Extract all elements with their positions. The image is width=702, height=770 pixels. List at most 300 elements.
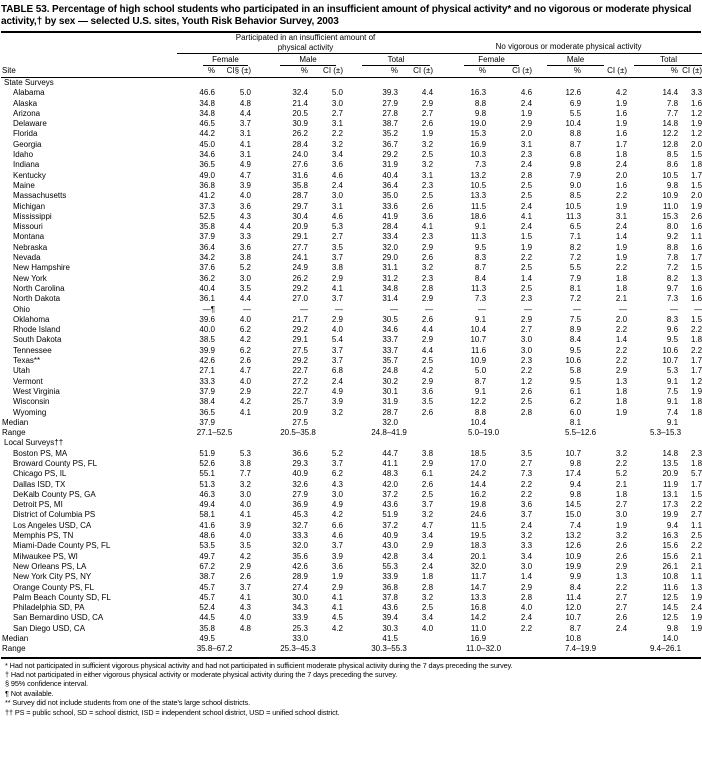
site-column-header: Site: [1, 66, 177, 78]
ci-cell: 4.0: [239, 314, 251, 324]
ci-cell: 3.7: [331, 253, 343, 263]
ci-cell: 2.6: [520, 386, 533, 396]
table-row: [1, 140, 702, 150]
ci-cell: 4.3: [331, 479, 343, 489]
pct-cell: 43.6: [382, 603, 398, 613]
pct-cell: 12.0: [565, 603, 582, 613]
range-value: 30.3–55.3: [371, 644, 407, 654]
ci-cell: 2.8: [520, 407, 533, 417]
ci-cell: 1.2: [690, 108, 702, 118]
ci-cell: 2.1: [690, 561, 702, 571]
ci-cell: 4.9: [331, 386, 343, 396]
ci-cell: 3.1: [615, 211, 628, 221]
pct-cell: 8.2: [569, 242, 582, 252]
ci-cell: 2.4: [520, 613, 533, 623]
ci-cell: 2.0: [690, 191, 702, 201]
ci-cell: 4.1: [331, 283, 343, 293]
pct-cell: 9.5: [569, 376, 582, 386]
ci-cell: 3.0: [331, 98, 343, 108]
pct-cell: 8.3: [474, 253, 487, 263]
ci-cell: 1.9: [615, 407, 628, 417]
ci-cell: 1.8: [615, 386, 628, 396]
subgroup-header-row: [1, 54, 702, 67]
group1-total-header: Total: [344, 54, 434, 67]
pct-cell: 30.3: [382, 623, 398, 633]
table-row: [1, 490, 702, 500]
ci-cell: 5.4: [331, 335, 343, 345]
pct-cell: 43.6: [382, 500, 398, 510]
table-row: [1, 181, 702, 191]
site-cell: Chicago PS, IL: [13, 469, 67, 479]
ci-cell: 1.4: [520, 273, 533, 283]
column-header-row: [1, 66, 702, 78]
pct-cell: 10.4: [565, 119, 582, 129]
pct-cell: 17.3: [662, 500, 679, 510]
pct-cell: 27.4: [292, 582, 308, 592]
site-cell: Massachusetts: [13, 191, 67, 201]
group2-male-header: Male: [533, 54, 628, 67]
ci-cell: 2.5: [520, 191, 533, 201]
pct-cell: 9.8: [666, 180, 679, 190]
pct-cell: 10.8: [662, 572, 679, 582]
pct-cell: 9.1: [474, 222, 487, 232]
ci-cell: 4.9: [331, 500, 343, 510]
ci-cell: 2.3: [520, 294, 533, 304]
ci-cell: 3.6: [421, 386, 434, 396]
pct-cell: 9.7: [666, 283, 679, 293]
pct-cell: 42.6: [292, 561, 308, 571]
ci-cell: 2.6: [615, 613, 628, 623]
table-row: [1, 99, 702, 109]
ci-cell: 5.0: [239, 88, 251, 98]
ci-cell: 2.3: [690, 448, 702, 458]
ci-cell: 4.1: [239, 592, 251, 602]
pct-cell: 39.9: [199, 345, 215, 355]
ci-cell: 2.6: [615, 541, 628, 551]
site-cell: Dallas ISD, TX: [13, 479, 66, 489]
pct-cell: 25.7: [292, 397, 308, 407]
ci-cell: 2.9: [520, 314, 533, 324]
ci-cell: 1.7: [690, 253, 702, 263]
pct-cell: 35.2: [382, 129, 398, 139]
ci-cell: 2.0: [520, 129, 533, 139]
site-cell: Orange County PS, FL: [13, 582, 94, 592]
ci-cell: 2.4: [520, 520, 533, 530]
ci-cell: 3.5: [239, 541, 251, 551]
ci-cell: 1.8: [615, 397, 628, 407]
pct-cell: 9.8: [666, 623, 679, 633]
pct-cell: 8.8: [474, 407, 487, 417]
table-row: [1, 613, 702, 623]
pct-cell: 41.2: [199, 191, 215, 201]
pct-cell: 31.4: [382, 294, 398, 304]
pct-cell: 17.4: [565, 469, 582, 479]
table-row: [1, 88, 702, 98]
ci-cell: 4.3: [239, 603, 251, 613]
pct-cell: 35.8: [199, 222, 215, 232]
ci-cell: 1.4: [615, 232, 628, 242]
median-value: 49.5: [199, 634, 215, 644]
site-cell: Detroit PS, MI: [13, 500, 63, 510]
ci-cell: 3.2: [421, 510, 434, 520]
median-value: 10.4: [470, 417, 487, 427]
pct-cell: 30.1: [382, 386, 398, 396]
ci-cell: 2.9: [421, 294, 434, 304]
ci-cell: 1.8: [690, 458, 702, 468]
pct-cell: 35.7: [382, 356, 398, 366]
pct-cell: 36.6: [292, 448, 308, 458]
pct-cell: 40.9: [382, 531, 398, 541]
group1-male-header: Male: [252, 54, 344, 67]
pct-cell: 37.3: [199, 201, 215, 211]
site-cell: Alabama: [13, 88, 45, 98]
ci-cell: 1.8: [615, 150, 628, 160]
range-value: 20.5–35.8: [280, 428, 316, 438]
ci-cell: 5.2: [239, 263, 251, 273]
site-cell: North Carolina: [13, 283, 65, 293]
pct-cell: 5.0: [474, 366, 487, 376]
ci-cell: 1.5: [690, 489, 702, 499]
site-cell: Delaware: [13, 119, 47, 129]
pct-cell: 8.5: [666, 150, 679, 160]
table-row: [1, 129, 702, 139]
ci-cell: 1.2: [690, 129, 702, 139]
pct-cell: 21.7: [292, 314, 308, 324]
pct-cell: 34.8: [199, 98, 215, 108]
footnote: ** Survey did not include students from one of the state's large school districts.: [5, 698, 251, 708]
pct-cell: 13.2: [565, 531, 582, 541]
ci-cell: 4.7: [239, 170, 251, 180]
median-row: [1, 634, 702, 644]
ci-cell: 2.6: [421, 253, 434, 263]
pct-cell: 9.8: [569, 458, 582, 468]
ci-cell: 1.8: [690, 407, 702, 417]
site-cell: Idaho: [13, 150, 34, 160]
table-row: [1, 541, 702, 551]
pct-cell: 45.7: [199, 582, 215, 592]
pct-cell: 36.7: [382, 139, 398, 149]
ci-cell: 3.7: [421, 500, 434, 510]
section-header-row: [1, 78, 702, 89]
pct-cell: 37.2: [382, 520, 398, 530]
pct-cell: 27.7: [292, 242, 308, 252]
group1-header: Participated in an insufficient amount of physical activity: [177, 33, 434, 54]
ci-cell: 2.5: [520, 397, 533, 407]
pct-cell: 12.8: [662, 139, 679, 149]
ci-cell: 2.3: [520, 150, 533, 160]
pct-cell: 37.2: [382, 489, 398, 499]
ci-cell: 2.5: [690, 531, 702, 541]
table-row: [1, 274, 702, 284]
footnote: †† PS = public school, SD = school district, ISD = independent school district, USD = unified school district.: [5, 707, 340, 717]
ci-cell: 3.2: [331, 407, 343, 417]
ci-cell: 2.3: [520, 356, 533, 366]
pct-cell: 5.5: [569, 263, 582, 273]
pct-cell: 22.7: [292, 386, 308, 396]
pct-cell: 33.3: [199, 376, 215, 386]
ci-cell: 2.3: [421, 232, 434, 242]
ci-cell: 2.5: [421, 489, 434, 499]
pct-cell: 33.7: [382, 335, 398, 345]
pct-cell: 8.6: [666, 160, 679, 170]
ci-cell: 2.9: [615, 561, 628, 571]
pct-cell: —: [390, 304, 398, 314]
ci-cell: 4.2: [239, 335, 251, 345]
ci-cell: 1.6: [690, 222, 702, 232]
pct-cell: 8.0: [666, 222, 679, 232]
ci-cell: 1.7: [690, 479, 702, 489]
table-row: [1, 366, 702, 376]
pct-cell: 24.8: [382, 366, 398, 376]
table-row: [1, 191, 702, 201]
pct-cell: 11.5: [471, 520, 487, 530]
ci-cell: 4.3: [239, 211, 251, 221]
ci-cell: 2.9: [239, 386, 251, 396]
ci-cell: 3.3: [520, 541, 533, 551]
pct-cell: 37.9: [199, 232, 215, 242]
pct-cell: 7.4: [569, 520, 582, 530]
ci-cell: 3.2: [421, 139, 434, 149]
ci-cell: 1.9: [690, 386, 702, 396]
pct-cell: 36.4: [199, 242, 215, 252]
pct-cell: 10.5: [470, 180, 487, 190]
pct-cell: 51.9: [199, 448, 215, 458]
range-value: 9.4–26.1: [649, 644, 682, 654]
ci-cell: 4.0: [239, 376, 251, 386]
pct-cell: 27.8: [382, 108, 398, 118]
pct-cell: 10.9: [470, 356, 487, 366]
pct-cell: 45.7: [199, 592, 215, 602]
ci-cell: 4.7: [239, 366, 251, 376]
ci-cell: 3.5: [331, 242, 343, 252]
ci-cell: 3.2: [615, 448, 628, 458]
pct-cell: 27.9: [382, 98, 398, 108]
table-row: [1, 119, 702, 129]
pct-cell: 32.0: [382, 242, 398, 252]
ci-cell: 3.8: [239, 458, 251, 468]
ci-cell: 1.9: [331, 572, 343, 582]
pct-cell: 7.3: [666, 294, 679, 304]
pct-cell: —: [573, 304, 582, 314]
ci-cell: 5.0: [331, 88, 343, 98]
ci-cell: 1.9: [421, 129, 434, 139]
pct-cell: 11.6: [663, 582, 679, 592]
median-value: 9.1: [666, 417, 679, 427]
table-row: [1, 243, 702, 253]
ci-cell: 2.6: [615, 551, 628, 561]
cell: [486, 418, 533, 428]
pct-cell: 14.5: [565, 500, 582, 510]
ci-cell: 2.9: [520, 119, 533, 129]
ci-cell: 2.4: [421, 561, 434, 571]
pct-cell: 36.4: [382, 180, 398, 190]
ci-cell: 3.4: [421, 551, 434, 561]
site-cell: Nevada: [13, 253, 41, 263]
ci-cell: 1.5: [690, 180, 702, 190]
median-value: 37.9: [199, 417, 215, 427]
ci-cell: 1.3: [615, 376, 628, 386]
pct-cell: 7.3: [474, 294, 487, 304]
pct-cell: 10.7: [565, 448, 582, 458]
ci-cell: 1.9: [520, 242, 533, 252]
ci-cell: 3.7: [331, 294, 343, 304]
median-value: 10.8: [565, 634, 582, 644]
site-cell: Nebraska: [13, 242, 48, 252]
ci-cell: 3.0: [331, 489, 343, 499]
pct-cell: 31.9: [382, 397, 398, 407]
ci-cell: 1.8: [690, 397, 702, 407]
pct-cell: 29.2: [292, 283, 308, 293]
ci-cell: 2.6: [421, 314, 434, 324]
pct-cell: 33.7: [382, 345, 398, 355]
range-row: [1, 644, 702, 654]
pct-cell: 11.9: [663, 479, 679, 489]
pct-cell: 5.8: [569, 366, 582, 376]
pct-cell: 34.6: [199, 150, 215, 160]
pct-cell: 27.9: [292, 489, 308, 499]
pct-cell: 5.5: [569, 108, 582, 118]
range-value: 5.5–12.6: [564, 428, 597, 438]
ci-cell: 2.2: [615, 582, 628, 592]
ci-cell: 2.2: [331, 129, 343, 139]
pct-cell: 12.5: [662, 613, 679, 623]
median-value: 14.0: [662, 634, 679, 644]
table-row: [1, 480, 702, 490]
section-label: State Surveys: [4, 78, 54, 87]
ci-cell: 3.1: [421, 170, 434, 180]
table-row: [1, 171, 702, 181]
site-cell: Philadelphia SD, PA: [13, 603, 85, 613]
ci-cell: 2.8: [421, 283, 434, 293]
pct-cell: 8.7: [569, 623, 582, 633]
pct-cell: 34.8: [382, 283, 398, 293]
range-label: Range: [2, 644, 26, 654]
footnote: * Had not participated in sufficient vigorous physical activity and had not participated in sufficient moderate physical activity during the 7 days preceding the survey.: [5, 660, 513, 670]
ci-cell: —: [335, 304, 343, 314]
pct-cell: 10.9: [565, 551, 582, 561]
pct-cell: 51.3: [199, 479, 215, 489]
ci-cell: 2.1: [615, 294, 628, 304]
ci-header: CI (±): [308, 66, 344, 78]
ci-cell: 2.2: [615, 458, 628, 468]
pct-cell: 8.7: [474, 376, 487, 386]
pct-header: %: [533, 66, 581, 78]
ci-cell: 6.8: [331, 366, 343, 376]
ci-cell: 2.4: [520, 160, 533, 170]
ci-cell: 3.6: [239, 242, 251, 252]
pct-cell: 26.2: [292, 273, 308, 283]
ci-cell: 2.3: [421, 273, 434, 283]
pct-cell: 16.2: [470, 489, 487, 499]
table-row: [1, 232, 702, 242]
ci-cell: 1.3: [690, 582, 702, 592]
site-cell: Mississippi: [13, 211, 52, 221]
ci-cell: 2.9: [520, 582, 533, 592]
ci-cell: 1.5: [690, 263, 702, 273]
pct-cell: 7.8: [666, 253, 679, 263]
ci-cell: 1.1: [690, 520, 702, 530]
ci-cell: 3.9: [331, 551, 343, 561]
ci-cell: 3.2: [331, 139, 343, 149]
pct-cell: 28.4: [292, 139, 308, 149]
pct-cell: 52.6: [199, 458, 215, 468]
pct-cell: 29.0: [382, 253, 398, 263]
pct-cell: 32.0: [292, 541, 308, 551]
pct-cell: 13.3: [470, 592, 487, 602]
range-value: 24.8–41.9: [371, 428, 407, 438]
pct-cell: 32.7: [292, 520, 308, 530]
ci-cell: 3.5: [239, 283, 251, 293]
pct-cell: 11.3: [566, 211, 582, 221]
ci-cell: 3.8: [331, 263, 343, 273]
site-cell: Utah: [13, 366, 30, 376]
pct-cell: 16.8: [470, 603, 487, 613]
ci-cell: 3.3: [239, 232, 251, 242]
ci-cell: 6.2: [239, 325, 251, 335]
ci-cell: 2.5: [520, 180, 533, 190]
ci-cell: 2.4: [520, 222, 533, 232]
pct-cell: 32.6: [292, 479, 308, 489]
pct-cell: 9.1: [474, 314, 487, 324]
ci-cell: 3.2: [421, 592, 434, 602]
ci-cell: 2.4: [615, 623, 628, 633]
site-cell: District of Columbia PS: [13, 510, 96, 520]
pct-cell: 55.3: [382, 561, 398, 571]
pct-cell: 20.9: [292, 407, 308, 417]
ci-cell: 4.2: [331, 623, 343, 633]
pct-cell: 16.9: [470, 139, 487, 149]
pct-cell: 38.7: [382, 119, 398, 129]
ci-cell: 4.4: [239, 108, 251, 118]
pct-header: %: [177, 66, 215, 78]
pct-cell: 7.9: [569, 273, 582, 283]
pct-cell: 39.6: [199, 314, 215, 324]
ci-cell: 1.3: [690, 273, 702, 283]
ci-cell: 1.2: [690, 376, 702, 386]
ci-cell: 4.2: [615, 88, 628, 98]
site-cell: Miami-Dade County PS, FL: [13, 541, 111, 551]
range-value: 35.8–67.2: [196, 644, 233, 654]
ci-cell: 2.2: [520, 253, 533, 263]
ci-cell: —: [524, 304, 533, 314]
pct-cell: 20.1: [470, 551, 487, 561]
range-value: 7.4–19.9: [564, 644, 597, 654]
ci-cell: 3.9: [331, 397, 343, 407]
ci-cell: 7.7: [239, 469, 251, 479]
ci-cell: 2.9: [615, 366, 628, 376]
pct-cell: 38.5: [199, 335, 215, 345]
pct-cell: 40.4: [382, 170, 398, 180]
ci-cell: 4.2: [331, 510, 343, 520]
range-value: 27.1–52.5: [196, 428, 233, 438]
ci-cell: 2.2: [615, 356, 628, 366]
pct-cell: 42.0: [382, 479, 398, 489]
pct-cell: 27.0: [292, 294, 308, 304]
cell: [486, 634, 533, 644]
table-row: [1, 335, 702, 345]
pct-cell: 46.5: [199, 119, 215, 129]
pct-cell: 43.0: [382, 541, 398, 551]
ci-cell: 4.0: [421, 623, 434, 633]
pct-cell: 6.5: [569, 222, 582, 232]
pct-cell: 8.3: [666, 314, 679, 324]
site-cell: West Virginia: [13, 386, 60, 396]
pct-cell: 38.4: [199, 397, 215, 407]
ci-cell: 4.2: [239, 397, 251, 407]
ci-cell: 3.0: [520, 345, 533, 355]
pct-cell: 40.9: [292, 469, 308, 479]
pct-header: %: [628, 66, 678, 78]
